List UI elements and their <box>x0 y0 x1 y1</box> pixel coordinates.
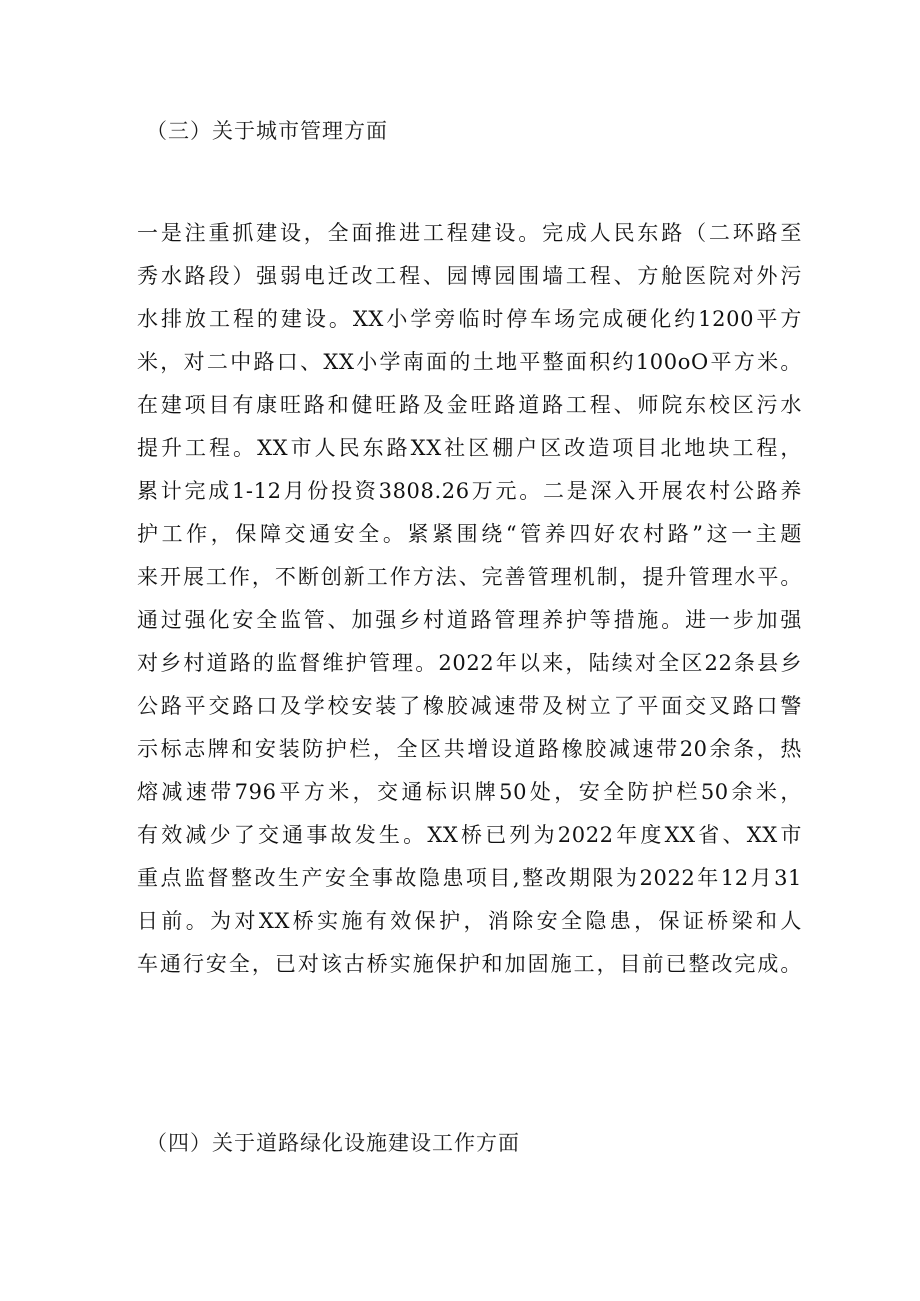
paragraph-line: 日前。为对XX桥实施有效保护，消除安全隐患，保证桥梁和人 <box>137 909 802 933</box>
section-body-paragraph <box>137 212 802 986</box>
section-heading-road-greening: （四）关于道路绿化设施建设工作方面 <box>146 1131 520 1155</box>
paragraph-line: 车通行安全，已对该古桥实施保护和加固施工，目前已整改完成。 <box>137 952 802 976</box>
paragraph-line: 有效减少了交通事故发生。XX桥已列为2022年度XX省、XX市 <box>137 823 802 847</box>
paragraph-line: 水排放工程的建设。XX小学旁临时停车场完成硬化约1200平方 <box>137 307 802 331</box>
paragraph-line: 护工作，保障交通安全。紧紧围绕“管养四好农村路”这一主题 <box>137 522 802 546</box>
paragraph-line: 提升工程。XX市人民东路XX社区棚户区改造项目北地块工程， <box>137 436 802 460</box>
paragraph-line: 对乡村道路的监督维护管理。2022年以来，陆续对全区22条县乡 <box>137 651 802 675</box>
paragraph-line: 公路平交路口及学校安装了橡胶减速带及树立了平面交叉路口警 <box>137 694 802 718</box>
section-heading-urban-management: （三）关于城市管理方面 <box>146 119 388 143</box>
paragraph-line: 累计完成1-12月份投资3808.26万元。二是深入开展农村公路养 <box>137 479 802 503</box>
paragraph-line: 米，对二中路口、XX小学南面的土地平整面积约100oO平方米。 <box>137 350 802 374</box>
paragraph-line: 来开展工作，不断创新工作方法、完善管理机制，提升管理水平。 <box>137 565 802 589</box>
paragraph-line: 熔减速带796平方米，交通标识牌50处，安全防护栏50余米， <box>137 780 802 804</box>
paragraph-line: 示标志牌和安装防护栏，全区共增设道路橡胶减速带20余条，热 <box>137 737 802 761</box>
paragraph-line: 重点监督整改生产安全事故隐患项目,整改期限为2022年12月31 <box>137 866 802 890</box>
paragraph-line: 秀水路段）强弱电迁改工程、园博园围墙工程、方舱医院对外污 <box>137 264 802 288</box>
paragraph-line: 在建项目有康旺路和健旺路及金旺路道路工程、师院东校区污水 <box>137 393 802 417</box>
paragraph-line: 一是注重抓建设，全面推进工程建设。完成人民东路（二环路至 <box>137 221 802 245</box>
paragraph-line: 通过强化安全监管、加强乡村道路管理养护等措施。进一步加强 <box>137 608 802 632</box>
